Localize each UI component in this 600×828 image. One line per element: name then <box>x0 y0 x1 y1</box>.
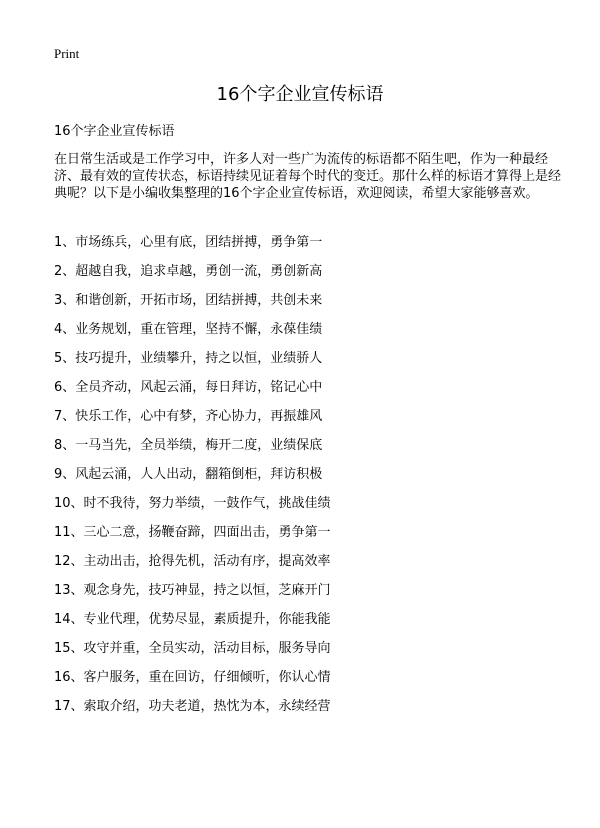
slogan-item: 1、市场练兵，心里有底，团结拼搏，勇争第一 <box>54 235 323 250</box>
slogan-item: 3、和谐创新，开拓市场，团结拼搏，共创未来 <box>54 293 323 308</box>
slogan-item: 2、超越自我，追求卓越，勇创一流，勇创新高 <box>54 264 323 279</box>
slogan-list <box>54 234 331 727</box>
slogan-item: 14、专业代理，优势尽显，素质提升，你能我能 <box>54 612 331 627</box>
slogan-item: 10、时不我待，努力举绩，一鼓作气，挑战佳绩 <box>54 496 331 511</box>
intro-paragraph: 在日常生活或是工作学习中，许多人对一些广为流传的标语都不陌生吧，作为一种最经济、最有效的宣传状态，标语持续见证着每个时代的变迁。那什么样的标语才算得上是经典呢？以下是小编收集整理的16个字企业宣传标语，欢迎阅读，希望大家能够喜欢。 <box>54 152 562 201</box>
slogan-item: 12、主动出击，抢得先机，活动有序，提高效率 <box>54 554 331 569</box>
slogan-item: 8、一马当先，全员举绩，梅开二度，业绩保底 <box>54 438 323 453</box>
slogan-item: 11、三心二意，扬鞭奋蹄，四面出击，勇争第一 <box>54 525 331 540</box>
slogan-item: 5、技巧提升，业绩攀升，持之以恒，业绩骄人 <box>54 351 323 366</box>
document-subtitle: 16个字企业宣传标语 <box>54 124 175 139</box>
page-title: 16个字企业宣传标语 <box>216 84 384 105</box>
print-link[interactable]: Print <box>54 46 80 61</box>
slogan-item: 16、客户服务，重在回访，仔细倾听，你认心情 <box>54 670 331 685</box>
slogan-item: 9、风起云涌，人人出动，翻箱倒柜，拜访积极 <box>54 467 323 482</box>
slogan-item: 13、观念身先，技巧神显，持之以恒，芝麻开门 <box>54 583 331 598</box>
slogan-item: 17、索取介绍，功夫老道，热忱为本，永续经营 <box>54 699 331 714</box>
slogan-item: 15、攻守并重，全员实动，活动目标，服务导向 <box>54 641 331 656</box>
slogan-item: 7、快乐工作，心中有梦，齐心协力，再振雄风 <box>54 409 323 424</box>
slogan-item: 4、业务规划，重在管理，坚持不懈，永葆佳绩 <box>54 322 323 337</box>
slogan-item: 6、全员齐动，风起云涌，每日拜访，铭记心中 <box>54 380 323 395</box>
